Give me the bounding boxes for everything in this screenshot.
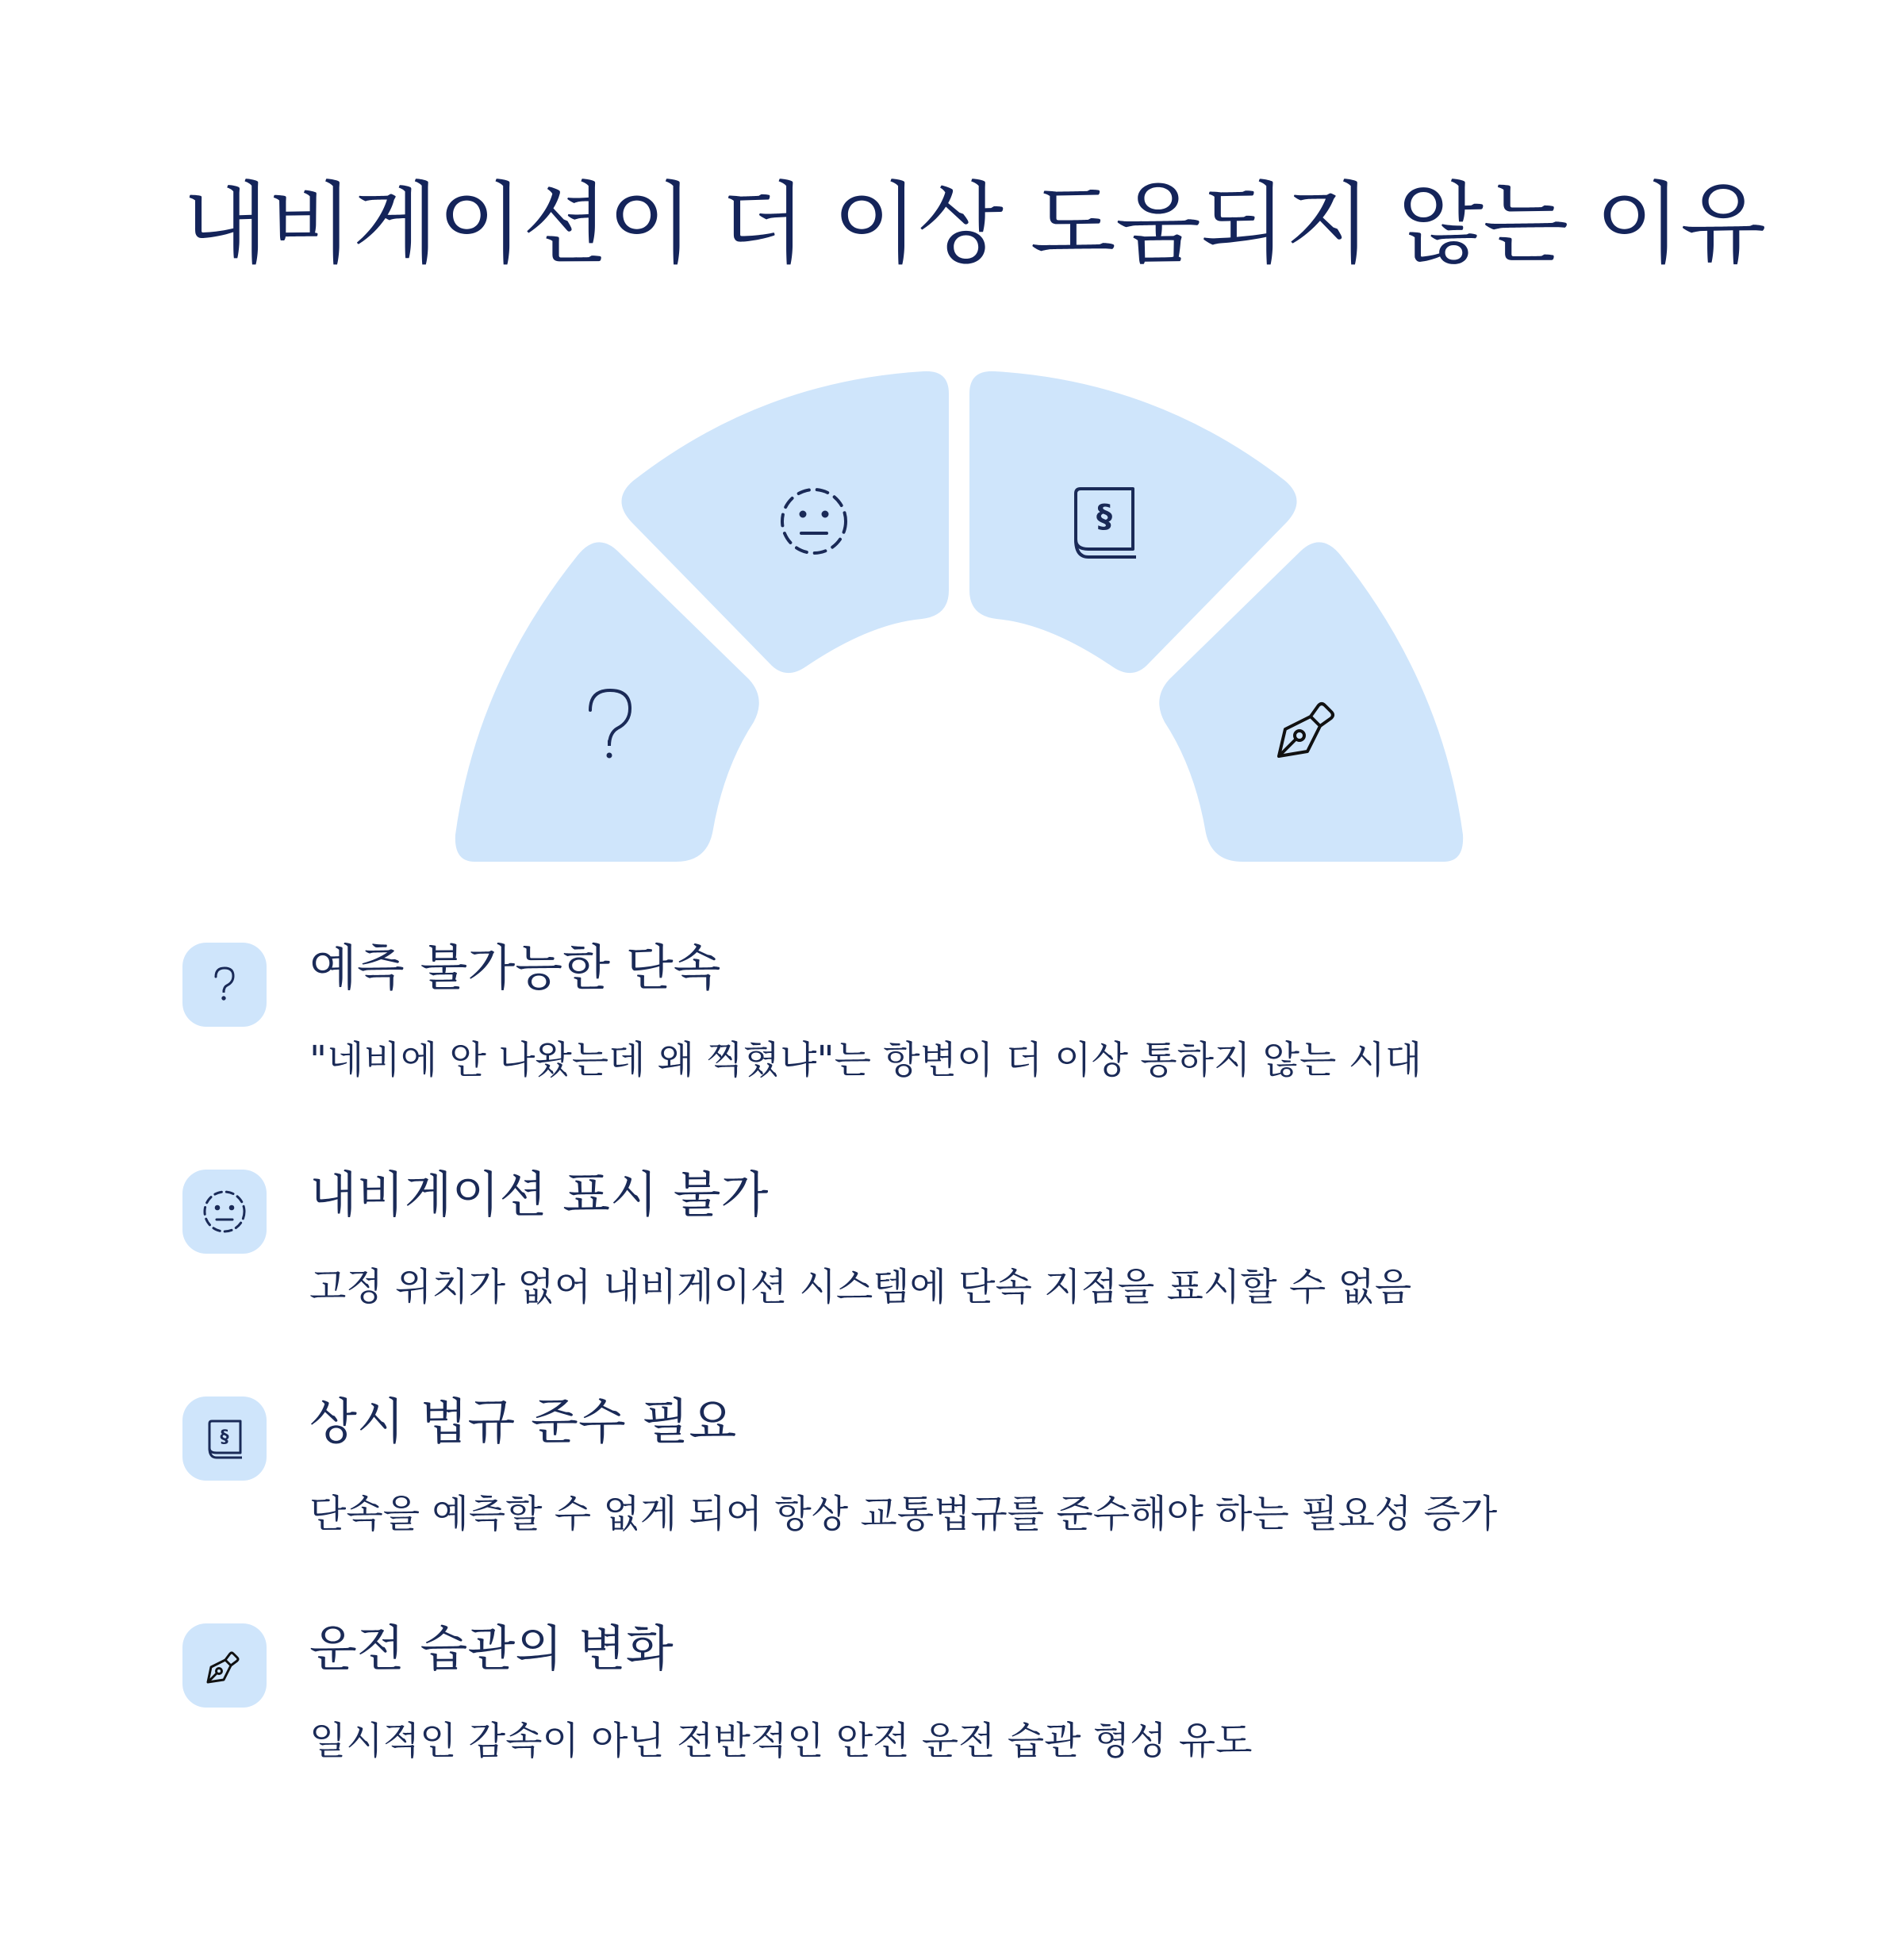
item-title: 내비게이션 표시 불가 — [309, 1166, 769, 1224]
item-title: 운전 습관의 변화 — [309, 1619, 674, 1677]
pen-nib-icon — [201, 1642, 248, 1689]
item-description: 고정 위치가 없어 내비게이션 시스템에 단속 지점을 표시할 수 없음 — [309, 1265, 1412, 1309]
list-item — [182, 939, 1690, 1101]
item-title: 상시 법규 준수 필요 — [309, 1393, 737, 1450]
dashed-neutral-face-icon — [201, 1188, 248, 1235]
svg-text:§: § — [220, 1427, 229, 1447]
item-title: 예측 불가능한 단속 — [309, 939, 721, 997]
item-badge — [182, 1623, 267, 1708]
law-book-icon — [201, 1415, 248, 1462]
fan-diagram — [428, 341, 1476, 881]
item-badge — [182, 1170, 267, 1254]
item-description: 일시적인 감속이 아닌 전반적인 안전 운전 습관 형성 유도 — [309, 1719, 1253, 1763]
page-title: 내비게이션이 더 이상 도움되지 않는 이유 — [182, 173, 1766, 276]
item-badge — [182, 1397, 267, 1481]
list-item — [182, 1166, 1690, 1328]
item-description: 단속을 예측할 수 없게 되어 항상 교통법규를 준수해야 하는 필요성 증가 — [309, 1492, 1498, 1536]
list-item — [182, 1393, 1690, 1555]
list-item — [182, 1619, 1690, 1782]
question-mark-icon — [201, 961, 248, 1008]
item-badge — [182, 943, 267, 1027]
svg-text:§: § — [1096, 498, 1112, 535]
item-description: "네비에 안 나왔는데 왜 찍혔냐"는 항변이 더 이상 통하지 않는 시대 — [309, 1038, 1422, 1082]
